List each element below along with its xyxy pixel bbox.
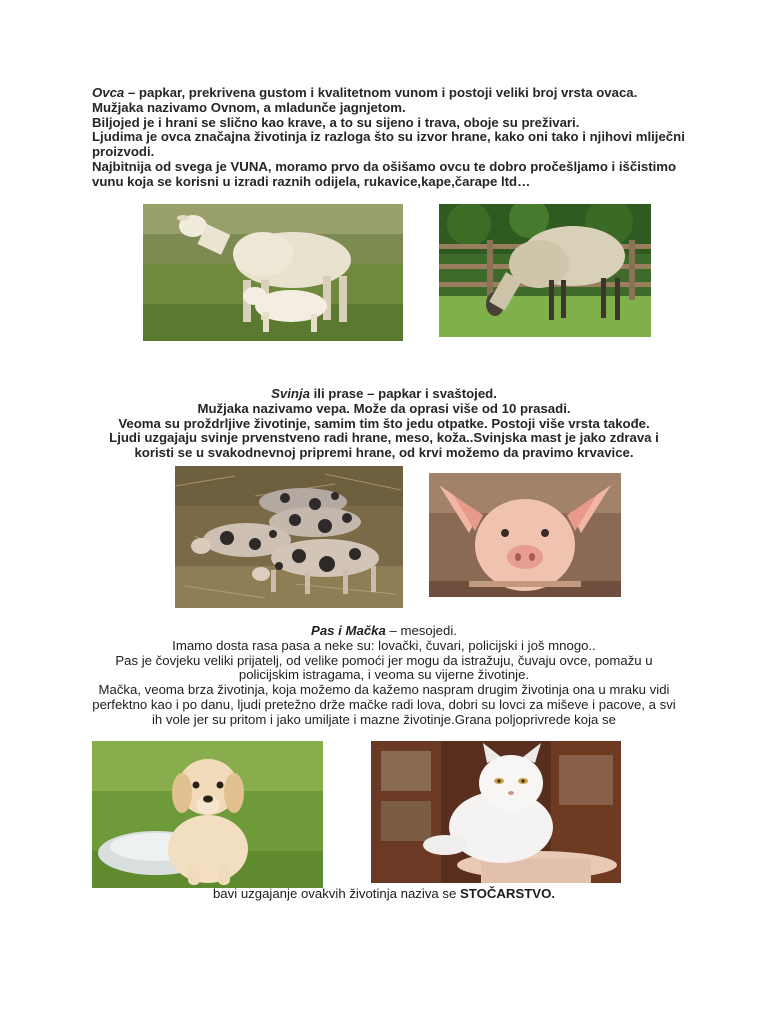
closing-line (92, 886, 676, 902)
sheep-line-3: Biljojed je i hrani se slično kao krave, a to su sijeno i trava, oboje su preživari. (92, 114, 580, 130)
pets-line-3: Pas je čovjeku veliki prijatelj, od velike pomoći jer mogu da istražuju, čuvaju ovce, pomažu u policijskim istragama, i veoma su vijerne životinje. (115, 652, 653, 683)
sheep-line-4: Ljudima je ovca značajna životinja iz razloga što su izvor hrane, kako oni tako i njihovi mliječni proizvodi. (92, 129, 685, 160)
sheep-title-line (92, 86, 692, 101)
pets-title-line (92, 624, 676, 639)
closing-line-bold-term: STOČARSTVO. (460, 886, 556, 901)
spotted-piglets-photo (175, 466, 403, 608)
pig-paragraph (92, 387, 676, 461)
sheep-with-lamb-photo (143, 204, 403, 341)
pets-title-word: Pas i Mačka (311, 623, 386, 638)
sheep-title-word: Ovca (92, 85, 125, 100)
grazing-sheep-photo (439, 204, 651, 337)
sheep-title-rest: – papkar, prekrivena gustom i kvalitetnom vunom i postoji veliki broj vrsta ovaca. (124, 85, 638, 100)
sheep-line-2: Mužjaka nazivamo Ovnom, a mladunče jagnjetom. (92, 99, 406, 115)
sheep-line-5: Najbitnija od svega je VUNA, moramo prvo da ošišamo ovcu te dobro pročešljamo i iščistimo vunu koja se korisni u izradi raznih odijela, rukavice,kape,čarape ltd… (92, 158, 677, 189)
pets-line-2: Imamo dosta rasa pasa a neke su: lovački, čuvari, policijski i još mnogo.. (172, 637, 596, 653)
pig-line-4: Ljudi uzgajaju svinje prvenstveno radi hrane, meso, koža..Svinjska mast je jako zdrava i koristi se u svakodnevnoj pripremi hrane, od krvi možemo da pravimo krvavice. (109, 430, 659, 461)
pig-title-word: Svinja (271, 386, 310, 401)
pig-line-3: Veoma su proždrljive životinje, samim tim što jedu otpatke. Postoji više vrsta takođe. (118, 415, 650, 431)
pets-title-rest: – mesojedi. (385, 623, 457, 638)
pets-line-4: Mačka, veoma brza životinja, koja možemo da kažemo naspram drugim životinja ona u mraku vidi perfektno kao i po danu, ljudi pretežno drže mačke radi lova, dobri su lovci za miševe i pacove, a svi ih vole jer su pritom i jako umiljate i mazne životinje.Grana poljoprivrede koja se (92, 682, 676, 727)
pets-paragraph (92, 624, 676, 728)
puppy-photo (92, 741, 323, 888)
pig-line-2: Mužjaka nazivamo vepa. Može da oprasi više od 10 prasadi. (197, 400, 571, 416)
pig-title-line (92, 387, 676, 402)
closing-line-start: bavi uzgajanje ovakvih životinja naziva se (212, 886, 461, 901)
pink-pig-photo (429, 473, 621, 597)
pig-title-rest: ili prase – papkar i svaštojed. (309, 386, 497, 401)
sheep-paragraph (92, 86, 692, 190)
persian-cat-photo (371, 741, 621, 883)
